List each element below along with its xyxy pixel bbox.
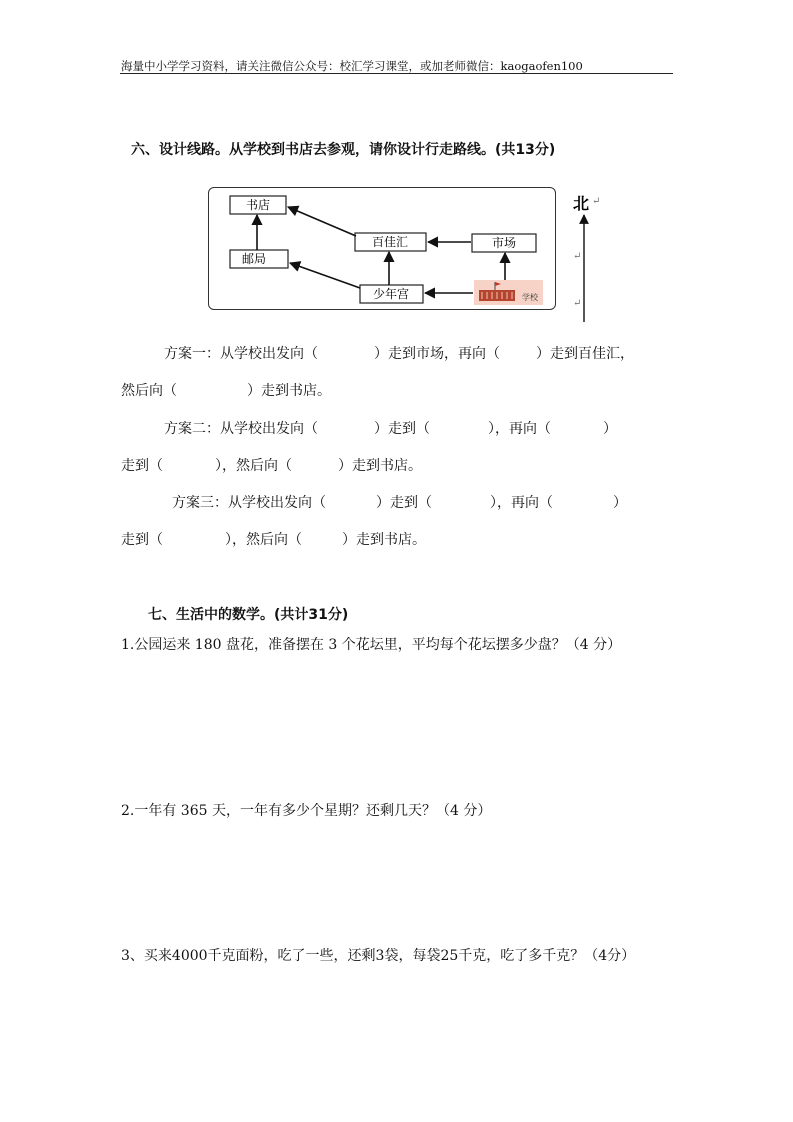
plan1-text-e: ）走到书店。 (247, 383, 331, 399)
plan3-text-e: 走到（ (121, 532, 163, 548)
plan2-text-b: ）走到（ (374, 421, 430, 437)
plan2-text-f: ），然后向（ (215, 458, 292, 474)
plan1-text-d: 然后向（ (121, 383, 177, 399)
node-youth-palace-label: 少年宫 (372, 287, 410, 301)
plan1-text-b: ）走到市场，再向（ (374, 346, 500, 362)
node-school-label: 学校 (522, 293, 538, 302)
node-baijiahui (355, 233, 426, 251)
plan3-line1 (172, 492, 627, 512)
plan1-text-a: 方案一：从学校出发向（ (164, 346, 318, 362)
route-map-drawing (0, 0, 793, 340)
node-post-office-label: 邮局 (241, 252, 267, 266)
plan2-text-c: ），再向（ (488, 421, 551, 437)
plan1-text-c: ）走到百佳汇， (536, 346, 634, 362)
node-bookstore (230, 196, 286, 214)
north-label: 北 (572, 194, 590, 213)
node-market-label: 市场 (491, 236, 517, 250)
plan1-line2 (121, 380, 331, 400)
plan2-text-d: ） (603, 421, 617, 437)
plan3-text-b: ）走到（ (376, 495, 432, 511)
return-mark: ↵ (573, 298, 582, 309)
question-2: 2.一年有 365 天，一年有多少个星期？还剩几天？（4 分） (121, 803, 492, 819)
plan2-text-e: 走到（ (121, 458, 163, 474)
node-bookstore-label: 书店 (245, 198, 271, 212)
arrow-baijiahui-to-bookstore (288, 207, 356, 236)
plan3-text-f: ），然后向（ (225, 532, 302, 548)
plan3-text-d: ） (613, 495, 627, 511)
plan2-text-g: ）走到书店。 (338, 458, 422, 474)
node-post-office (230, 250, 288, 268)
page-header: 海量中小学学习资料，请关注微信公众号：校汇学习课堂，或加老师微信：kaogaofen100 (121, 59, 583, 73)
plan1-line1 (164, 343, 634, 363)
node-youth-palace (360, 285, 423, 303)
node-market (472, 234, 536, 252)
node-baijiahui-label: 百佳汇 (371, 235, 409, 249)
section6-title: 六、设计线路。从学校到书店去参观，请你设计行走路线。(共13分) (131, 142, 556, 158)
plan3-line2 (121, 529, 426, 549)
plan3-text-g: ）走到书店。 (342, 532, 426, 548)
plan3-text-c: ），再向（ (490, 495, 553, 511)
plan2-line2 (121, 455, 422, 475)
return-mark: ↵ (592, 196, 601, 207)
question-1: 1.公园运来 180 盘花，准备摆在 3 个花坛里，平均每个花坛摆多少盘？（4 分） (121, 637, 622, 653)
question-3: 3、买来4000千克面粉，吃了一些，还剩3袋，每袋25千克，吃了多千克？（4分） (121, 948, 636, 964)
arrow-youth-palace-to-post (290, 263, 360, 288)
section7-title: 七、生活中的数学。(共计31分) (148, 607, 349, 623)
plan3-text-a: 方案三：从学校出发向（ (172, 495, 326, 511)
plan2-text-a: 方案二：从学校出发向（ (164, 421, 318, 437)
return-mark: ↵ (573, 251, 582, 262)
node-school (474, 280, 543, 305)
plan2-line1 (164, 418, 617, 438)
